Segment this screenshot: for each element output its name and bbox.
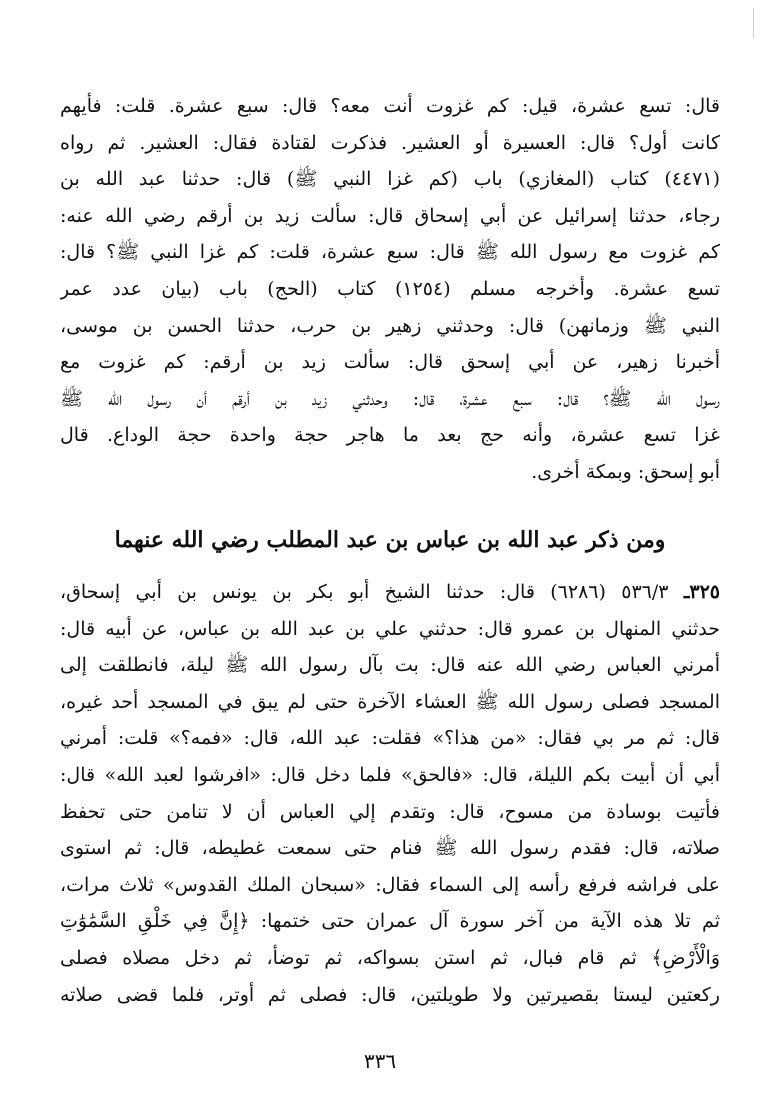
hadith-first-line-text: ٥٣٦/٣ (٦٢٨٦) قال: حدثنا الشيخ أبو بكر بن يونس بن أبي إسحاق، [60, 581, 669, 603]
hadith-first-line [60, 574, 720, 611]
text-line: كم غزوت مع رسول الله ﷺ قال: سبع عشرة، قلت: كم غزا النبي ﷺ؟ قال: [60, 241, 720, 264]
text-line: صلاته، قال: فقدم رسول الله ﷺ فنام حتى سمعت غطيطه، قال: ثم استوى [60, 837, 720, 860]
text-line: (٤٤٧١) كتاب (المغازي) باب (كم غزا النبي ﷺ) قال: حدثنا عبد الله بن [60, 168, 720, 191]
paragraph-hadith [60, 574, 720, 1013]
text-line: على فراشه فرفع رأسه إلى السماء فقال: «سبحان الملك القدوس» ثلاث مرات، [60, 873, 720, 896]
text-line: وَالْأَرْضِ﴾ ثم قام فبال، ثم استن بسواكه، ثم توضأ، ثم دخل مصلاه فصلى [60, 946, 720, 969]
text-line: أبو إسحق: وبمكة أخرى. [531, 460, 720, 483]
text-line: أمرني العباس رضي الله عنه قال: بت بآل رسول الله ﷺ ليلة، فانطلقت إلى [60, 654, 720, 677]
text-line: كانت أول؟ قال: العسيرة أو العشير. فذكرت لقتادة فقال: العشير. ثم رواه [60, 131, 720, 154]
text-line: رجاء، حدثنا إسرائيل عن أبي إسحاق قال: سألت زيد بن أرقم رضي الله عنه: [60, 204, 720, 227]
text-line: ركعتين ليستا بقصيرتين ولا طويلتين، قال: فصلى ثم أوتر، فلما قضى صلاته [60, 983, 720, 1006]
hadith-number: ٣٢٥ـ [683, 581, 720, 603]
text-line: النبي ﷺ وزمانهن) قال: وحدثني زهير بن حرب، حدثنا الحسن بن موسى، [60, 314, 720, 337]
text-line: المسجد فصلى رسول الله ﷺ العشاء الآخرة حتى لم يبق في المسجد أحد غيره، [60, 690, 720, 713]
text-line: غزا تسع عشرة، وأنه حج بعد ما هاجر حجة واحدة حجة الوداع. قال [60, 424, 720, 447]
page-edge-mark [745, 8, 754, 38]
text-line: أبي أن أبيت بكم الليلة، قال: «فالحق» فلما دخل قال: «افرشوا لعبد الله» قال: [60, 763, 720, 786]
text-line: تسع عشرة. وأخرجه مسلم (١٢٥٤) كتاب (الحج) باب (بيان عدد عمر [60, 277, 720, 300]
page-number: ٣٣٦ [363, 1049, 397, 1073]
text-line: حدثني المنهال بن عمرو قال: حدثني علي بن عبد الله بن عباس، عن أبيه قال: [60, 617, 720, 640]
text-line: قال: تسع عشرة، قيل: كم غزوت أنت معه؟ قال: سبع عشرة. قلت: فأيهم [60, 95, 720, 117]
text-line: رسول الله ﷺ؟ قال: سبع عشرة، قال: وحدثني زيد بن أرقم أن رسول الله ﷺ [60, 387, 720, 410]
text-line: أخبرنا زهير، عن أبي إسحق قال: سألت زيد بن أرقم: كم غزوت مع [60, 351, 720, 374]
text-line: قال: ثم مر بي فقال: «من هذا؟» فقلت: عبد الله، قال: «فمه؟» قلت: أمرني [60, 727, 720, 750]
section-heading: ومن ذكر عبد الله بن عباس بن عبد المطلب رضي الله عنهما [114, 527, 666, 553]
text-line: ثم تلا هذه الآية من آخر سورة آل عمران حتى ختمها: ﴿إِنَّ فِي خَلْقِ السَّمَٰوَٰتِ [60, 910, 720, 933]
text-line: فأتيت بوسادة من مسوح، قال: وتقدم إلي العباس أن لا تنامن حتى تحفظ [60, 800, 720, 823]
paragraph-footnote-continuation [60, 88, 720, 491]
